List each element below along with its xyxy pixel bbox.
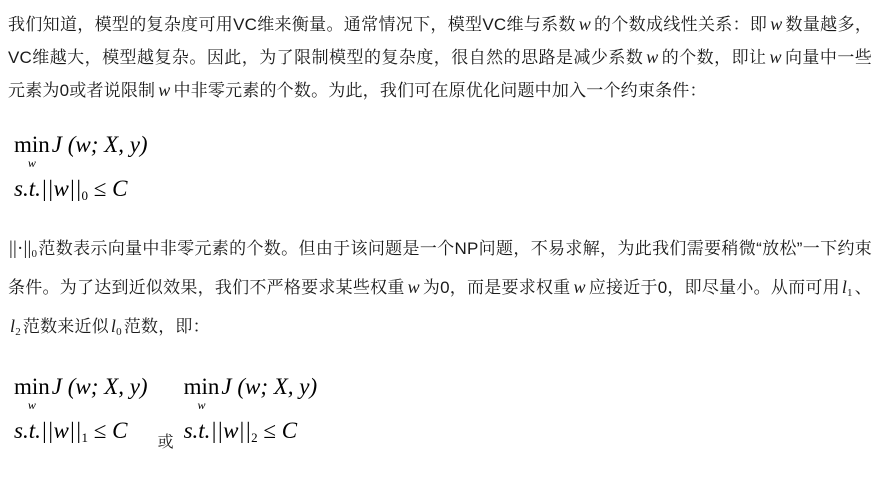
norm-symbol-subscript: 0 (31, 248, 38, 260)
equation-l0-constraint (0, 125, 880, 216)
math-variable-w: w (573, 277, 586, 297)
equation1-norm-subscript: 0 (81, 188, 88, 203)
equation2-left-st-prefix: s.t. (14, 418, 41, 443)
equation-conjunction: 或 (157, 434, 174, 451)
equation2-right-constraint-line (184, 411, 318, 458)
equation2-right-objective: J (w; X, y) (221, 374, 318, 399)
min-subscript: w (197, 398, 206, 412)
paragraph-complexity-intro (0, 8, 880, 107)
paragraph2-segment-6: 范数，即： (123, 317, 210, 336)
math-l2-subscript: 2 (15, 326, 21, 338)
equation2-left-relation: ≤ (93, 418, 107, 443)
equation2-right-relation: ≤ (263, 418, 276, 443)
equation2-left (14, 367, 148, 458)
equation1-relation: ≤ (93, 176, 107, 201)
norm-symbol (8, 238, 38, 259)
paragraph-relaxation (0, 232, 880, 349)
equation2-pair (14, 367, 880, 458)
math-l1-letter: l (841, 277, 848, 297)
min-label: min (14, 374, 50, 399)
min-label: min (183, 374, 220, 399)
min-label: min (14, 132, 50, 157)
equation-l1-l2-constraints (0, 367, 880, 458)
math-variable-w: w (407, 277, 420, 297)
math-l1-subscript: 1 (847, 287, 853, 299)
norm-symbol-text: ||·|| (9, 238, 32, 259)
equation2-right (184, 367, 318, 458)
math-variable-w: w (646, 47, 659, 67)
math-l2-letter: l (10, 316, 16, 336)
paragraph1-segment-5: 向量中一些元素为0或者说限制 (8, 48, 873, 100)
equation2-left-norm: ||w|| (40, 418, 82, 443)
math-l1-norm (840, 277, 855, 297)
paragraph1-segment-1: 我们知道，模型的复杂度可用VC维来衡量。通常情况下，模型VC维与系数 (8, 15, 576, 34)
equation2-left-constraint-line (14, 411, 148, 458)
min-subscript: w (27, 398, 36, 412)
paragraph1-segment-2: 的个数成线性关系：即 (593, 15, 768, 34)
math-variable-w: w (770, 14, 783, 34)
equation2-left-bound: C (112, 418, 128, 443)
equation2-left-norm-subscript: 1 (81, 430, 88, 445)
min-subscript: w (27, 156, 36, 170)
equation2-left-objective-line (14, 367, 148, 411)
equation1-objective-line (14, 125, 880, 169)
equation2-right-objective-line (184, 367, 318, 411)
math-l0-subscript: 0 (116, 326, 122, 338)
paragraph2-segment-4: 、 (854, 278, 872, 297)
math-l0-norm (109, 316, 124, 336)
min-operator (14, 375, 50, 411)
equation2-right-norm-subscript: 2 (251, 430, 258, 445)
min-operator (14, 133, 50, 169)
equation1-norm: ||w|| (40, 176, 82, 201)
min-operator (184, 375, 220, 411)
paragraph2-segment-5: 范数来近似 (22, 317, 109, 336)
document-page (0, 8, 880, 500)
paragraph1-segment-4: 的个数，即让 (661, 48, 767, 67)
math-variable-w: w (769, 47, 782, 67)
equation1-bound: C (112, 176, 128, 201)
math-variable-w: w (158, 80, 171, 100)
equation2-left-objective: J (w; X, y) (51, 374, 148, 399)
math-l2-norm (8, 316, 23, 336)
paragraph2-segment-2: 为0，而是要求权重 (422, 278, 571, 297)
paragraph1-segment-6: 中非零元素的个数。为此，我们可在原优化问题中加入一个约束条件： (173, 81, 707, 100)
equation1-constraint-line (14, 169, 880, 216)
equation1-st-prefix: s.t. (14, 176, 41, 201)
paragraph2-segment-1: 范数表示向量中非零元素的个数。但由于该问题是一个NP问题，不易求解，为此我们需要稍微“放松”一下约束条件。为了达到近似效果，我们不严格要求某些权重 (8, 239, 872, 297)
equation2-right-st-prefix: s.t. (183, 418, 211, 443)
equation1-objective: J (w; X, y) (51, 132, 148, 157)
paragraph2-segment-3: 应接近于0，即尽量小。从而可用 (588, 278, 840, 297)
paragraph1-segment-3: 数量越多，VC维越大，模型越复杂。因此，为了限制模型的复杂度，很自然的思路是减少系数 (8, 15, 873, 67)
math-variable-w: w (578, 14, 591, 34)
math-l0-letter: l (110, 316, 117, 336)
equation2-right-bound: C (281, 418, 298, 443)
equation2-right-norm: ||w|| (210, 418, 252, 443)
